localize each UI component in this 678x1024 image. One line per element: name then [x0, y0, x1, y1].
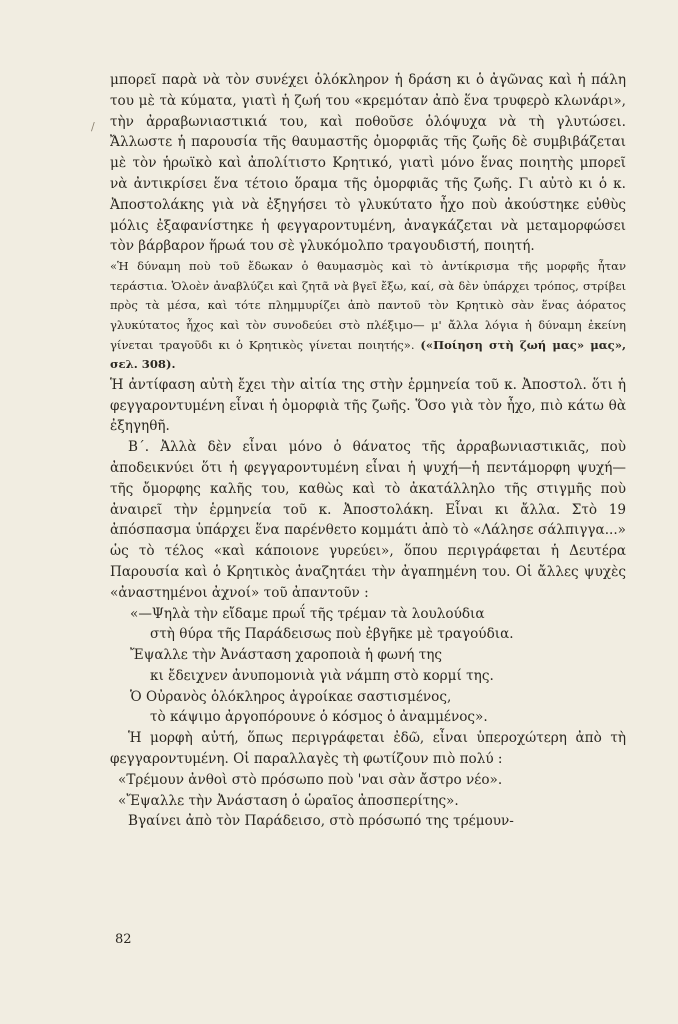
verse-line: Ὁ Οὐρανὸς ὁλόκληρος ἀγροίκαε σαστισμένος, — [130, 688, 452, 705]
variant-quotes — [110, 770, 626, 812]
citation: («Ποίηση στὴ ζωή μας» μας», σελ. 308). — [110, 337, 627, 372]
verse-line: κι ἔδειχνεν ἀνυπομονιὰ γιὰ νάμπη στὸ κορμί της. — [150, 667, 494, 684]
page-number: 82 — [115, 932, 132, 947]
paragraph-2: Β΄. Ἀλλὰ δὲν εἶναι μόνο ὁ θάνατος τῆς ἀρραβωνιαστικιᾶς, ποὺ ἀποδεικνύει ὅτι ἡ φεγγαροντυμένη εἶναι ἡ ψυχή—ἡ πεντάμορφη ψυχή— τῆς ὄμορφης καλῆς του, καθὼς καὶ τὸ ἀκατάλληλο τῆς στιγμῆς ποὺ ἀναιρεῖ τὴν ἑρμηνεία τοῦ κ. Ἀποστολάκη. Εἶναι κι ἄλλα. Στὸ 19 ἀπόσπασμα ὑπάρχει ἕνα παρένθετο κομμάτι ἀπὸ τὸ «Λάλησε σάλπιγγα...» ὡς τὸ τέλος «καὶ κάποιονε γυρεύει», ὅπου περιγράφεται ἡ Δευτέρα Παρουσία καὶ ὁ Κρητικὸς ἀναζητάει τὴν ἀγαπημένη του. Οἱ ἄλλες ψυχὲς «ἀναστημένοι ἀχνοί» τοῦ ἀπαντοῦν : — [110, 439, 626, 601]
paragraph-1: μπορεῖ παρὰ νὰ τὸν συνέχει ὁλόκληρον ἡ δράση κι ὁ ἀγῶνας καὶ ἡ πάλη του μὲ τὰ κύματα, γιατὶ ἡ ζωή του «κρεμόταν ἀπὸ ἕνα τρυφερὸ κλωνάρι», τὴν ἀρραβωνιαστικιά του, καὶ ποθοῦσε ὁλόψυχα νὰ τὴ γλυτώσει. Ἄλλωστε ἡ παρουσία τῆς θαυμαστῆς ὀμορφιᾶς τῆς ζωῆς δὲ συμβιβάζεται μὲ τὸν ἡρωϊκὸ καὶ ἀπολίτιστο Κρητικό, γιατὶ μόνο ἕνας ποιητὴς μπορεῖ νὰ ἀντικρίσει ἕνα τέτοιο ὅραμα τῆς ὀμορφιᾶς τῆς ζωῆς. Γι αὐτὸ κι ὁ κ. Ἀποστολάκης γιὰ νὰ ἐξηγήσει τὸ γλυκύτατο ἦχο ποὺ ἀκούστηκε εὐθὺς μόλις ἐξαφανίστηκε ἡ φεγγαροντυμένη, ἀναγκάζεται νὰ μεταμορφώσει τὸν βάρβαρον ἥρωά του σὲ γλυκόμολπο τραγουδιστή, ποιητή. — [110, 72, 626, 255]
page-body — [110, 70, 626, 832]
variant-line: «Ἔψαλλε τὴν Ἀνάσταση ὁ ὡραῖος ἀποσπερίτης». — [118, 792, 459, 809]
verse-line: τὸ κάψιμο ἀργοπόρουνε ὁ κόσμος ὁ ἀναμμένος». — [150, 709, 488, 726]
variant-line: «Τρέμουν ἀνθοὶ στὸ πρόσωπο ποὺ 'ναι σὰν ἄστρο νέο». — [118, 771, 503, 788]
verse-block — [110, 604, 626, 729]
block-quote-text: «Ἡ δύναμη ποὺ τοῦ ἔδωκαν ὁ θαυμασμὸς καὶ τὸ ἀντίκρισμα τῆς μορφῆς ἦταν τεράστια. Ὁλοὲν ἀναβλύζει καὶ ζητᾶ νὰ βγεῖ ἔξω, καί, σὰ δὲν ὑπάρχει τρόπος, στρίβει πρὸς τὰ μέσα, καὶ τότε πλημμυρίζει ἀπὸ παντοῦ τὸν Κρητικὸ σὰν ἕνας ἀόρατος γλυκύτατος ἦχος καὶ τὸν συνοδεύει στὸ πλέξιμο— μ' ἄλλα λόγια ἡ δύναμη ἐκείνη γίνεται τραγοῦδι κι ὁ Κρητικὸς γίνεται ποιητής». — [110, 259, 626, 352]
paragraph-3: Ἡ μορφὴ αὐτή, ὅπως περιγράφεται ἐδῶ, εἶναι ὑπεροχώτερη ἀπὸ τὴ φεγγαροντυμένη. Οἱ παραλλαγὲς τὴ φωτίζουν πιὸ πολύ : — [110, 730, 626, 768]
block-quote — [110, 257, 626, 375]
paragraph-4: Βγαίνει ἀπὸ τὸν Παράδεισο, στὸ πρόσωπό της τρέμουν- — [128, 813, 514, 830]
verse-line: Ἔψαλλε τὴν Ἀνάσταση χαροποιὰ ἡ φωνή της — [130, 647, 442, 664]
verse-line: «—Ψηλὰ τὴν εἴδαμε πρωΐ τῆς τρέμαν τὰ λουλούδια — [130, 605, 485, 622]
margin-mark: / — [91, 120, 95, 133]
paragraph-1-end: Ἡ ἀντίφαση αὐτὴ ἔχει τὴν αἰτία της στὴν ἑρμηνεία τοῦ κ. Ἀποστολ. ὅτι ἡ φεγγαροντυμένη εἶναι ἡ ὀμορφιὰ τῆς ζωῆς. Ὅσο γιὰ τὸν ἦχο, πιὸ κάτω θὰ ἐξηγηθῆ. — [110, 376, 626, 435]
verse-line: στὴ θύρα τῆς Παράδεισως ποὺ ἐβγῆκε μὲ τραγούδια. — [150, 626, 514, 643]
